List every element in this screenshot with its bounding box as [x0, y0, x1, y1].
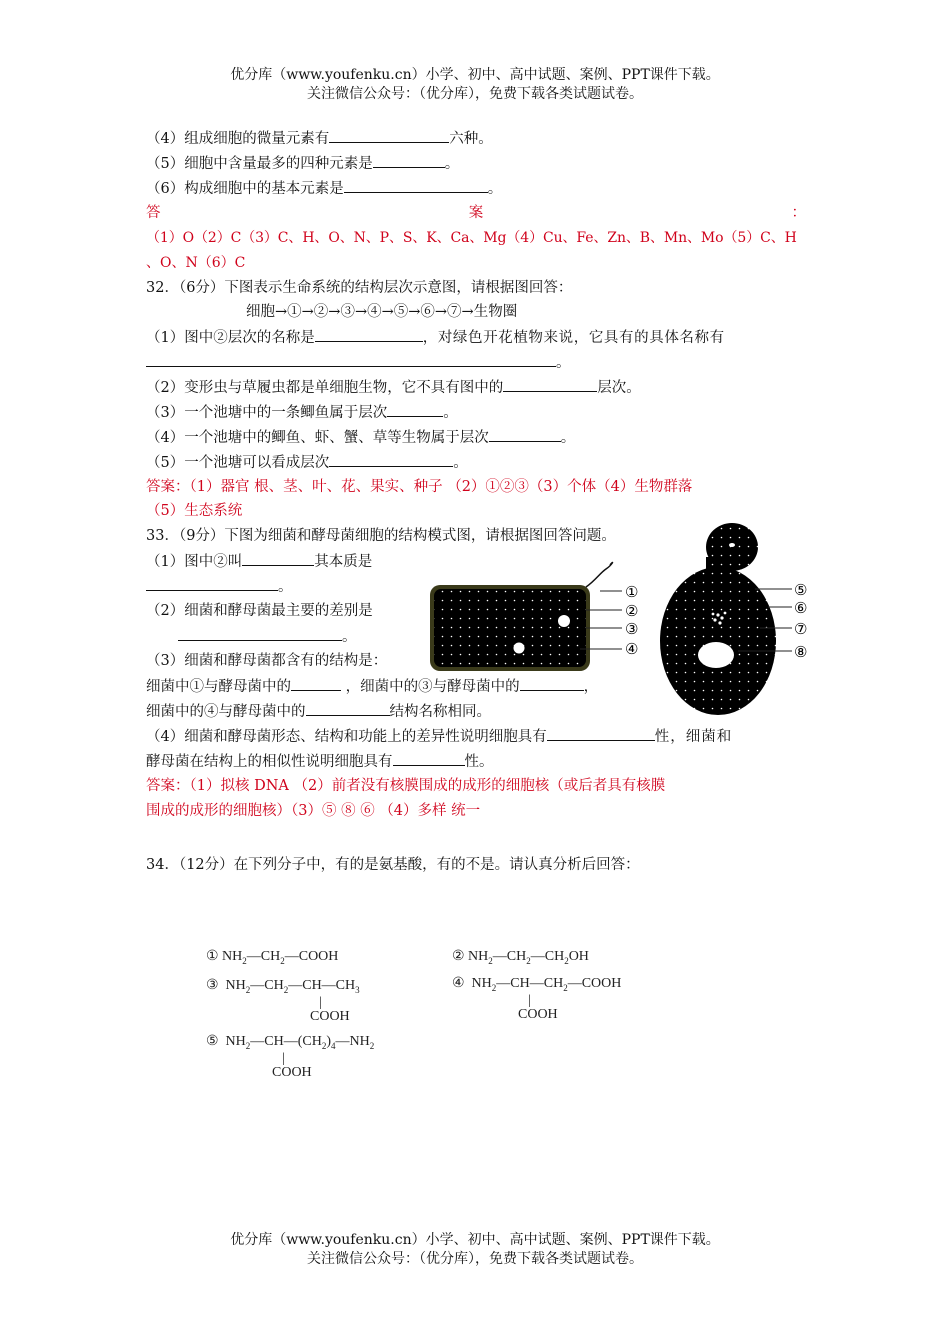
q33-part3-line1-text: 细菌中①与酵母菌中的: [146, 679, 291, 695]
q32-part5-end: 。: [453, 455, 468, 471]
bacteria-granule: [514, 643, 525, 654]
q32-answer-line-2: （5）生态系统: [146, 503, 243, 519]
molecule-4: ④ $NH_2—CH—CH_2—COOH$: [452, 976, 622, 993]
molecule-1: ① $NH_2—CH_2—COOH$: [206, 949, 339, 966]
molecule-figure: [200, 940, 650, 1090]
blank: [242, 551, 314, 566]
q33-part2: （2）细菌和酵母菌最主要的差别是: [146, 603, 373, 619]
q31-part5-text: （5）细胞中含量最多的四种元素是: [146, 156, 373, 172]
answer-char-3: ：: [791, 205, 806, 221]
q32-part4-end: 。: [560, 430, 576, 446]
q31-part4-text: （4）组成细胞的微量元素有: [146, 131, 330, 147]
header-line-2: 关注微信公众号：（优分库），免费下载各类试题试卷。: [307, 86, 643, 102]
yeast-cell: [660, 523, 776, 715]
q32-part1-text: （1）图中②层次的名称是: [146, 330, 315, 346]
q33-part4-text2: 性，细菌和: [654, 729, 733, 745]
q33-part3-line2-text: 细菌中的④与酵母菌中的: [146, 704, 306, 720]
q33-part2-end: 。: [342, 629, 357, 645]
blank: [178, 626, 342, 641]
q32-part4: [146, 427, 575, 448]
flagellum: [586, 562, 613, 587]
q31-part4-end: 六种。: [449, 131, 493, 147]
page-footer: [0, 1231, 950, 1269]
label-8: ⑧: [794, 643, 808, 661]
cell-structure-diagram: [420, 515, 820, 745]
q33-answer-line-2: 围成的成形的细胞核）（3）⑤ ⑧ ⑥ （4）多样 统一: [146, 803, 481, 819]
q32-part1-end: 。: [556, 355, 571, 371]
label-5: ⑤: [794, 581, 808, 599]
q33-part3: （3）细菌和酵母菌都含有的结构是：: [146, 653, 388, 669]
q31-answer-line-2: 、O、N（6）C: [146, 255, 246, 271]
q32-part2-end: 层次。: [597, 380, 641, 396]
molecule-5-cooh: COOH: [272, 1065, 312, 1080]
q33-part1: [146, 551, 372, 572]
blank: [146, 352, 556, 367]
q33-part4-line2: [146, 751, 494, 772]
q31-answer-line-1: （1）O（2）C（3）C、H、O、N、P、S、K、Ca、Mg（4）Cu、Fe、Zn、B、Mn、Mo（5）C、H: [146, 230, 797, 246]
q33-part3-line2-end: 结构名称相同。: [389, 704, 491, 720]
label-1: ①: [625, 583, 639, 601]
label-3: ③: [625, 620, 639, 638]
answer-char-1: 答: [146, 205, 161, 221]
molecule-5: ⑤ $NH_2—CH—(CH_2)_4—NH_2$: [206, 1034, 375, 1051]
q31-part4: [146, 128, 493, 149]
bacteria-granule: [558, 615, 570, 627]
molecule-3: ③ $NH_2—CH_2—CH—CH_3$: [206, 978, 360, 995]
blank: [315, 327, 423, 342]
molecule-5-bond: |: [282, 1051, 285, 1066]
q33-part1-end: 。: [278, 579, 293, 595]
label-2: ②: [625, 602, 639, 620]
q31-part5-end: 。: [444, 156, 460, 172]
blank: [291, 676, 341, 691]
blank: [306, 701, 390, 716]
blank: [344, 178, 488, 193]
q33-part4-text: （4）细菌和酵母菌形态、结构和功能上的差异性说明细胞具有: [146, 729, 547, 745]
q33-part3-line1-text2: ，细菌中的③与酵母菌中的: [345, 679, 520, 695]
q33-part1-text2: 其本质是: [314, 554, 373, 570]
blank: [393, 751, 465, 766]
footer-line-2: 关注微信公众号：（优分库），免费下载各类试题试卷。: [307, 1251, 643, 1267]
label-7: ⑦: [794, 620, 808, 638]
q32-part1: [146, 327, 725, 348]
molecule-3-bond: |: [319, 995, 322, 1010]
label-6: ⑥: [794, 599, 808, 617]
q32-part2-text: （2）变形虫与草履虫都是单细胞生物，它不具有图中的: [146, 380, 504, 396]
blank: [329, 128, 449, 143]
q33-part4-line2-end: 性。: [464, 754, 494, 770]
q33-part2-cont: [178, 626, 357, 647]
q32-part3: [146, 402, 458, 423]
q32-part5-text: （5）一个池塘可以看成层次: [146, 455, 330, 471]
molecule-4-cooh: COOH: [518, 1007, 558, 1022]
q31-answer-heading: [146, 203, 806, 223]
header-line-1: 优分库（www.youfenku.cn）小学、初中、高中试题、案例、PPT课件下载。: [230, 67, 720, 83]
q31-part6-text: （6）构成细胞中的基本元素是: [146, 181, 344, 197]
q33-part1-cont: [146, 576, 293, 597]
molecule-2: ② $NH_2—CH_2—CH_2OH$: [452, 949, 589, 966]
blank: [146, 576, 278, 591]
q33-part1-text: （1）图中②叫: [146, 554, 243, 570]
molecule-4-bond: |: [528, 993, 531, 1008]
q33-part3-line1-end: ，: [583, 679, 599, 695]
q31-part5: [146, 153, 459, 174]
q32-part2: [146, 377, 641, 398]
q34-title: 34．（12分）在下列分子中，有的是氨基酸，有的不是。请认真分析后回答：: [146, 857, 640, 873]
molecule-3-cooh: COOH: [310, 1009, 350, 1024]
page-header: [0, 66, 950, 104]
q32-chain: 细胞→①→②→③→④→⑤→⑥→⑦→生物圈: [246, 304, 518, 320]
q32-part5: [146, 452, 468, 473]
yeast-vacuole: [698, 642, 734, 668]
q32-part3-end: 。: [443, 405, 458, 421]
footer-line-1: 优分库（www.youfenku.cn）小学、初中、高中试题、案例、PPT课件下载。: [230, 1232, 720, 1248]
q33-title: 33．（9分）下图为细菌和酵母菌细胞的结构模式图，请根据图回答问题。: [146, 528, 616, 544]
blank: [387, 402, 443, 417]
q31-part6-end: 。: [487, 181, 503, 197]
q31-part6: [146, 178, 502, 199]
q33-part4-line2-text: 酵母菌在结构上的相似性说明细胞具有: [146, 754, 393, 770]
q32-answer-line-1: 答案：（1）器官 根、茎、叶、花、果实、种子 （2）①②③（3）个体（4）生物群落: [146, 479, 693, 495]
q32-part1-cont: [146, 352, 571, 373]
label-4: ④: [625, 640, 639, 658]
blank: [503, 377, 597, 392]
q32-part3-text: （3）一个池塘中的一条鲫鱼属于层次: [146, 405, 388, 421]
q32-title: 32．（6分）下图表示生命系统的结构层次示意图，请根据图回答：: [146, 280, 573, 296]
blank: [489, 427, 561, 442]
q32-part4-text: （4）一个池塘中的鲫鱼、虾、蟹、草等生物属于层次: [146, 430, 489, 446]
blank: [373, 153, 445, 168]
q33-answer-line-1: 答案：（1）拟核 DNA （2）前者没有核膜围成的成形的细胞核（或后者具有核膜: [146, 778, 666, 794]
answer-char-2: 案: [468, 205, 484, 221]
blank: [329, 452, 453, 467]
q32-part1-text2: ，对绿色开花植物来说，它具有的具体名称有: [422, 330, 725, 346]
bacteria-cell: [430, 562, 613, 671]
